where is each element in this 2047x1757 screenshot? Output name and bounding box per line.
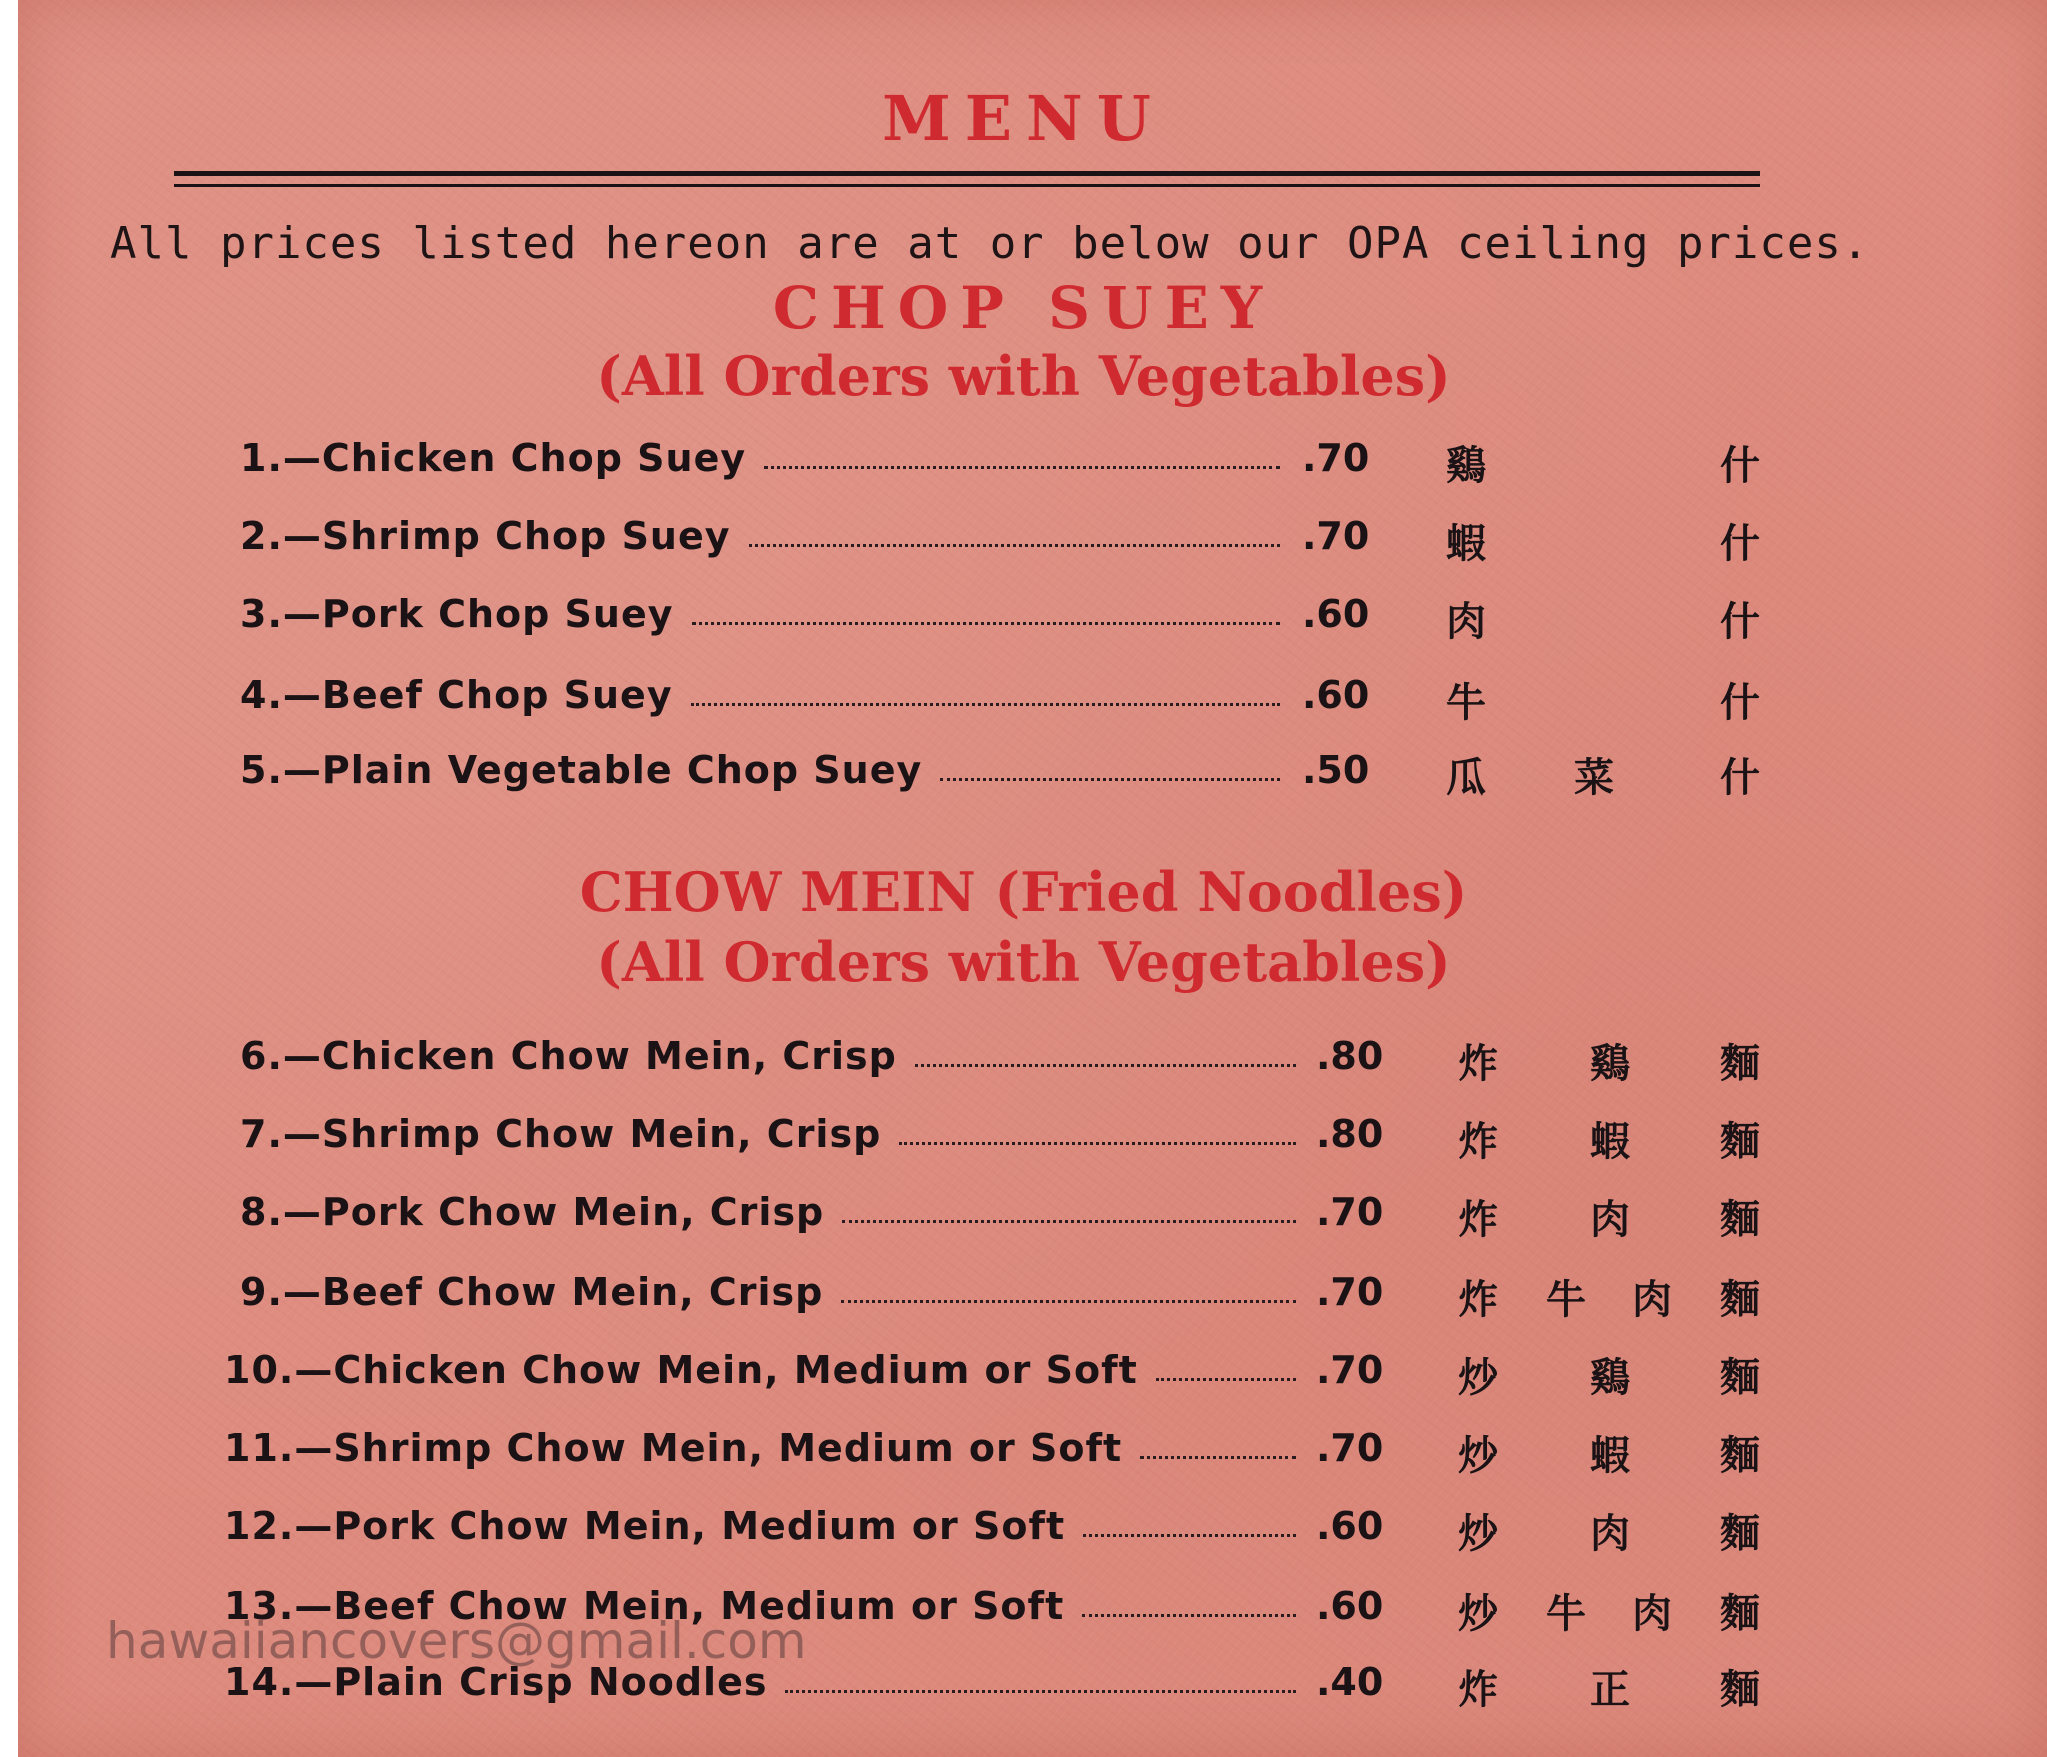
dotted-leader (842, 1220, 1296, 1223)
chinese-character: 炒 (1458, 1590, 1498, 1637)
menu-item-price: .70 (1316, 1426, 1384, 1470)
chinese-character: 麵 (1720, 1510, 1760, 1557)
menu-item-name: 8.—Pork Chow Mein, Crisp (240, 1190, 825, 1234)
menu-item-name: 14.—Plain Crisp Noodles (224, 1660, 768, 1704)
menu-item-price: .50 (1302, 748, 1370, 792)
header-rule-bottom (174, 184, 1760, 187)
chinese-character: 麵 (1720, 1666, 1760, 1713)
dotted-leader (1083, 1534, 1296, 1537)
menu-item-row (0, 667, 2047, 727)
menu-item-row (0, 586, 2047, 646)
chinese-character: 麵 (1720, 1354, 1760, 1401)
chinese-character: 炸 (1458, 1666, 1498, 1713)
menu-title: MENU (882, 82, 1165, 155)
menu-item-name: 3.—Pork Chop Suey (240, 592, 674, 636)
menu-item-row (0, 1106, 2047, 1166)
chinese-character: 瓜 (1446, 754, 1486, 801)
chinese-character: 炒 (1458, 1510, 1498, 1557)
menu-item-row (0, 1028, 2047, 1088)
menu-item-name: 9.—Beef Chow Mein, Crisp (240, 1270, 824, 1314)
menu-item-price: .60 (1302, 673, 1370, 717)
chinese-character: 鷄 (1590, 1354, 1630, 1401)
menu-item-row (0, 1184, 2047, 1244)
chinese-character: 肉 (1632, 1590, 1672, 1637)
chinese-character: 炸 (1458, 1118, 1498, 1165)
menu-item-name: 5.—Plain Vegetable Chop Suey (240, 748, 923, 792)
chop-suey-title: CHOP SUEY (772, 274, 1275, 342)
menu-item-row (0, 1420, 2047, 1480)
menu-item-price: .80 (1316, 1112, 1384, 1156)
menu-item-price: .40 (1316, 1660, 1384, 1704)
chinese-character: 炒 (1458, 1432, 1498, 1479)
menu-item-row (0, 1498, 2047, 1558)
chow-mein-title: CHOW MEIN (Fried Noodles) (579, 860, 1468, 924)
menu-item-name: 2.—Shrimp Chop Suey (240, 514, 731, 558)
dotted-leader (915, 1064, 1296, 1067)
header-rule-top (174, 171, 1760, 176)
chinese-character: 炸 (1458, 1196, 1498, 1243)
chinese-character: 什 (1720, 679, 1760, 726)
chinese-character: 鷄 (1590, 1040, 1630, 1087)
dotted-leader (940, 778, 1280, 781)
chinese-character: 麵 (1720, 1590, 1760, 1637)
menu-item-price: .70 (1316, 1348, 1384, 1392)
watermark-email: hawaiiancovers@gmail.com (106, 1612, 807, 1670)
dotted-leader (785, 1690, 1296, 1693)
dotted-leader (691, 703, 1280, 706)
dotted-leader (764, 466, 1280, 469)
chinese-character: 肉 (1632, 1276, 1672, 1323)
chinese-character: 牛 (1546, 1590, 1586, 1637)
opa-ceiling-note: All prices listed hereon are at or below our OPA ceiling prices. (110, 218, 1870, 269)
chinese-character: 牛 (1446, 679, 1486, 726)
chinese-character: 肉 (1446, 598, 1486, 645)
menu-item-row (0, 430, 2047, 490)
menu-item-name: 7.—Shrimp Chow Mein, Crisp (240, 1112, 882, 1156)
menu-item-price: .60 (1316, 1584, 1384, 1628)
menu-item-price: .70 (1316, 1190, 1384, 1234)
menu-item-name: 4.—Beef Chop Suey (240, 673, 673, 717)
chinese-character: 牛 (1546, 1276, 1586, 1323)
menu-item-row (0, 1342, 2047, 1402)
menu-item-row (0, 508, 2047, 568)
chinese-character: 蝦 (1590, 1118, 1630, 1165)
menu-item-price: .70 (1302, 514, 1370, 558)
chinese-character: 鷄 (1446, 442, 1486, 489)
dotted-leader (1082, 1614, 1296, 1617)
menu-item-price: .60 (1316, 1504, 1384, 1548)
chinese-character: 麵 (1720, 1196, 1760, 1243)
dotted-leader (749, 544, 1280, 547)
chinese-character: 肉 (1590, 1510, 1630, 1557)
chinese-character: 炒 (1458, 1354, 1498, 1401)
chinese-character: 蝦 (1590, 1432, 1630, 1479)
menu-item-price: .70 (1302, 436, 1370, 480)
menu-item-price: .60 (1302, 592, 1370, 636)
menu-item-price: .80 (1316, 1034, 1384, 1078)
chow-mein-subtitle: (All Orders with Vegetables) (596, 930, 1451, 994)
chinese-character: 炸 (1458, 1276, 1498, 1323)
menu-item-row (0, 1264, 2047, 1324)
chinese-character: 什 (1720, 520, 1760, 567)
menu-item-name: 11.—Shrimp Chow Mein, Medium or Soft (224, 1426, 1123, 1470)
chop-suey-subtitle: (All Orders with Vegetables) (596, 344, 1451, 408)
dotted-leader (692, 622, 1280, 625)
chinese-character: 正 (1590, 1666, 1630, 1713)
chinese-character: 什 (1720, 442, 1760, 489)
dotted-leader (1156, 1378, 1296, 1381)
menu-item-name: 1.—Chicken Chop Suey (240, 436, 747, 480)
chinese-character: 炸 (1458, 1040, 1498, 1087)
chinese-character: 麵 (1720, 1276, 1760, 1323)
menu-item-row (0, 742, 2047, 802)
menu-item-price: .70 (1316, 1270, 1384, 1314)
chinese-character: 蝦 (1446, 520, 1486, 567)
chinese-character: 麵 (1720, 1432, 1760, 1479)
menu-item-name: 13.—Beef Chow Mein, Medium or Soft (224, 1584, 1065, 1628)
menu-item-name: 12.—Pork Chow Mein, Medium or Soft (224, 1504, 1066, 1548)
dotted-leader (899, 1142, 1296, 1145)
chinese-character: 什 (1720, 598, 1760, 645)
chinese-character: 菜 (1574, 754, 1614, 801)
chinese-character: 什 (1720, 754, 1760, 801)
menu-item-name: 6.—Chicken Chow Mein, Crisp (240, 1034, 897, 1078)
dotted-leader (1140, 1456, 1296, 1459)
chinese-character: 麵 (1720, 1040, 1760, 1087)
menu-item-name: 10.—Chicken Chow Mein, Medium or Soft (224, 1348, 1138, 1392)
chinese-character: 肉 (1590, 1196, 1630, 1243)
dotted-leader (841, 1300, 1296, 1303)
chinese-character: 麵 (1720, 1118, 1760, 1165)
